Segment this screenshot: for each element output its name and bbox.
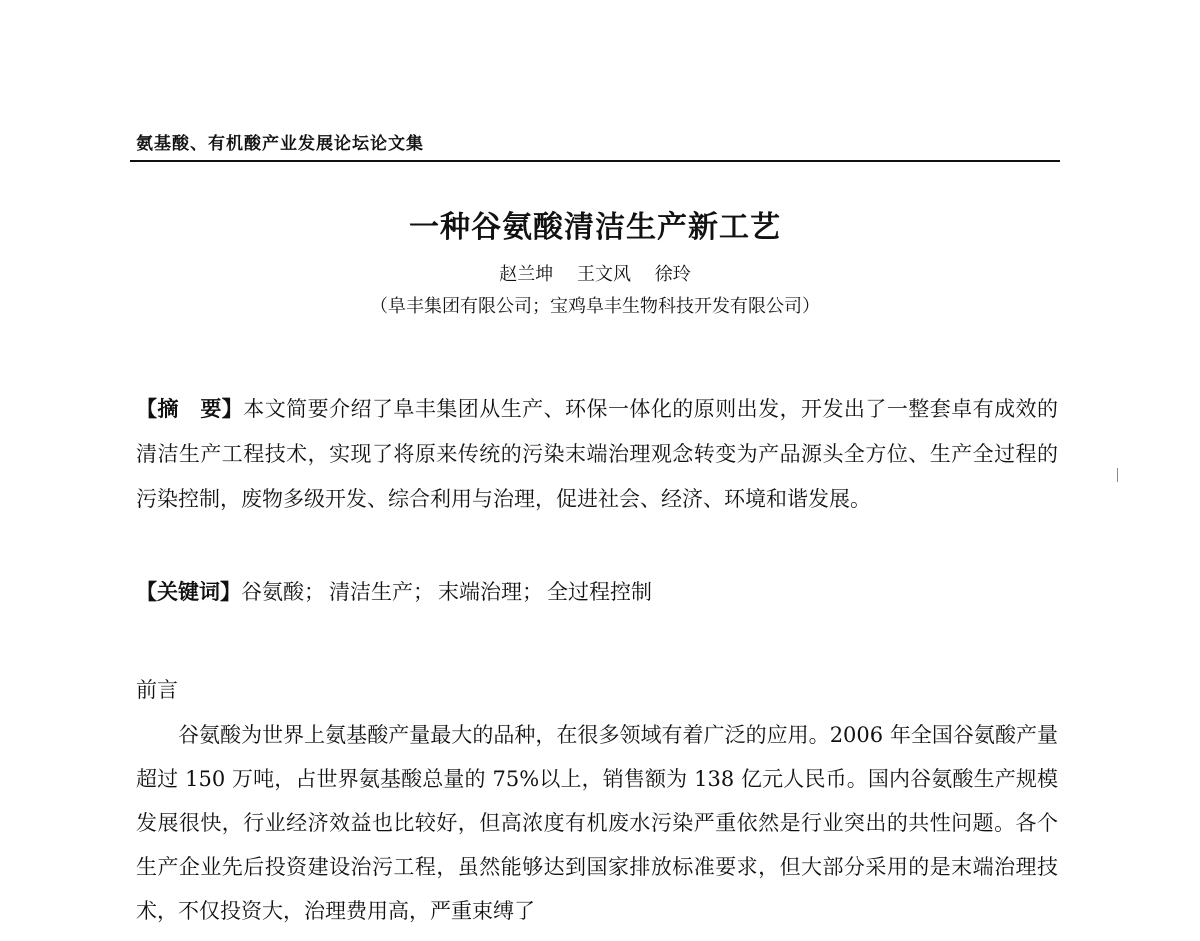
keyword-separator: ； [304,580,325,604]
keyword: 全过程控制 [547,580,652,604]
running-header: 氨基酸、有机酸产业发展论坛论文集 [136,134,424,154]
abstract-text: 本文简要介绍了阜丰集团从生产、环保一体化的原则出发，开发出了一整套卓有成效的清洁生产工程技术，实现了将原来传统的污染末端治理观念转变为产品源头全方位、生产全过程的污染控制，废物多级开发、综合利用与治理，促进社会、经济、环境和谐发展。 [136,397,1059,511]
scan-mark [1117,468,1118,482]
paper-title: 一种谷氨酸清洁生产新工艺 [409,210,781,245]
author-name: 赵兰坤 [499,264,554,285]
abstract [136,386,1058,522]
keywords-label: 【关键词】 [136,579,241,604]
keyword: 末端治理 [438,580,522,604]
body-paragraph: 谷氨酸为世界上氨基酸产量最大的品种，在很多领域有着广泛的应用。2006 年全国谷氨酸产量超过 150 万吨，占世界氨基酸总量的 75%以上，销售额为 138 亿元人民币。国内谷氨酸生产规模发展很快，行业经济效益也比较好，但高浓度有机废水污染严重依然是行业突出的共性问题。各个生产企业先后投资建设治污工程，虽然能够达到国家排放标准要求，但大部分采用的是末端治理技术，不仅投资大，治理费用高，严重束缚了 [136,723,1058,923]
author-name: 徐玲 [654,264,691,285]
author-affiliation: （阜丰集团有限公司；宝鸡阜丰生物科技开发有限公司） [370,296,820,317]
keyword: 谷氨酸 [241,580,304,604]
keyword: 清洁生产 [329,580,413,604]
header-rule [130,160,1060,162]
author-name: 王文风 [577,264,631,285]
keywords [136,572,652,612]
author-list [130,260,1060,286]
section-heading: 前言 [136,678,178,702]
keyword-separator: ； [413,580,434,604]
keyword-separator: ； [522,580,543,604]
abstract-label: 【摘 要】 [136,396,244,421]
